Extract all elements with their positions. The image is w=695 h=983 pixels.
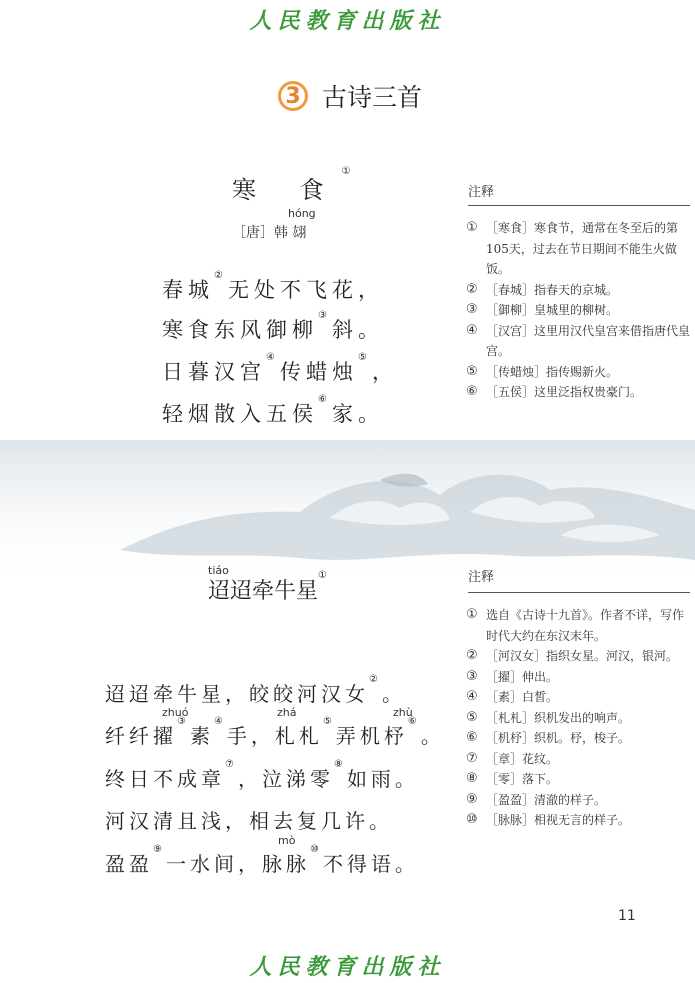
- note-number: ⑧: [466, 771, 478, 786]
- footnote-marker: ②: [369, 674, 382, 685]
- author-pinyin: hóng: [288, 207, 316, 220]
- line-text: 纤纤擢: [105, 724, 177, 748]
- lesson-number-badge: 3: [278, 81, 308, 111]
- notes1-heading: 注释: [468, 185, 495, 200]
- note-text: ［盈盈］清澈的样子。: [486, 792, 607, 807]
- note-item: [466, 646, 694, 667]
- footnote-marker: ⑦: [225, 759, 238, 770]
- title-pinyin: tiáo: [208, 564, 229, 577]
- note-text: ［御柳］皇城里的柳树。: [486, 303, 619, 317]
- note-item: [466, 728, 694, 749]
- line-text: 终日不成章: [105, 767, 225, 791]
- lesson-title: 古诗三首: [322, 83, 423, 112]
- poem1-author: ［唐］韩 翃: [232, 225, 307, 241]
- note-number: ④: [466, 689, 478, 704]
- note-number: ⑦: [466, 750, 478, 766]
- poem2-title-text: 迢迢牵牛星: [208, 579, 319, 604]
- note-number: ①: [466, 220, 478, 235]
- footnote-marker: ⑥: [318, 394, 332, 405]
- line-text: ，泣涕零: [237, 767, 334, 791]
- note-text: ［素］白皙。: [486, 690, 559, 704]
- note-number: ④: [466, 322, 478, 338]
- footnote-marker: ⑩: [309, 844, 323, 855]
- footnote-marker: ④: [213, 716, 227, 727]
- footnote-marker: ①: [341, 166, 369, 177]
- note-text: ［寒食］寒食节，通常在冬至后的第105天，过去在节日期间不能生火做饭。: [486, 221, 679, 276]
- line-text: 轻烟散入五侯: [162, 402, 318, 426]
- line-text: 河汉清且浅，相去复几许。: [105, 809, 393, 833]
- poem1-title-text: 寒 食: [232, 176, 342, 204]
- pinyin-zha: zhá: [277, 706, 297, 719]
- note-item: [466, 321, 694, 362]
- footnote-marker: ⑥: [407, 716, 421, 727]
- note-item: [466, 749, 694, 770]
- line-text: 无处不飞花，: [227, 278, 384, 302]
- notes1-divider: [468, 205, 690, 206]
- poem1-line-3: [162, 352, 398, 386]
- note-number: ②: [466, 648, 478, 663]
- line-text: 斜。: [331, 318, 384, 342]
- line-text: ，: [371, 360, 398, 384]
- footnote-marker: ⑤: [357, 352, 372, 363]
- pinyin-zhu: zhù: [393, 706, 413, 719]
- poem2-line-1: [105, 674, 406, 707]
- notes1-list: [466, 218, 694, 403]
- note-item: [466, 667, 694, 688]
- note-number: ②: [466, 281, 478, 297]
- line-text: 。: [420, 724, 445, 748]
- note-text: 选自《古诗十九首》。作者不详，写作时代大约在东汉末年。: [486, 608, 685, 643]
- line-text: 。: [381, 682, 406, 706]
- line-text: 日暮汉宫: [162, 360, 266, 384]
- note-number: ⑩: [466, 812, 478, 827]
- footnote-marker: ③: [318, 310, 332, 321]
- note-number: ③: [466, 302, 478, 317]
- poem1-line-4: [162, 394, 384, 428]
- note-number: ⑥: [466, 384, 478, 399]
- footnote-marker: ①: [318, 570, 327, 581]
- note-item: [466, 687, 694, 708]
- note-text: ［传蜡烛］指传赐新火。: [486, 364, 619, 379]
- note-item: [466, 810, 694, 831]
- notes2-list: [466, 605, 694, 831]
- line-text: 一水间，脉脉: [165, 852, 310, 876]
- note-text: ［札札］织机发出的响声。: [486, 710, 631, 725]
- footnote-marker: ⑧: [333, 759, 347, 770]
- note-text: ［汉宫］这里用汉代皇宫来借指唐代皇宫。: [486, 323, 691, 358]
- publisher-logo-bottom: 人民教育出版社: [249, 954, 446, 980]
- footnote-marker: ④: [266, 352, 280, 363]
- note-number: ⑤: [466, 709, 478, 725]
- note-item: [466, 280, 694, 301]
- poem1-title: [232, 166, 369, 205]
- line-text: 如雨。: [346, 767, 419, 791]
- line-text: 春城: [162, 278, 214, 302]
- line-text: 传蜡烛: [279, 360, 358, 384]
- note-item: [466, 708, 694, 729]
- page-number: 11: [618, 908, 636, 924]
- lesson-heading: [278, 78, 422, 114]
- poem1-line-1: [162, 270, 384, 304]
- line-text: 寒食东风御柳: [162, 318, 318, 342]
- pinyin-zhuo: zhuó: [162, 706, 189, 719]
- pinyin-mo: mò: [278, 834, 296, 847]
- note-item: [466, 769, 694, 790]
- note-text: ［脉脉］相视无言的样子。: [486, 813, 631, 827]
- line-text: 素: [189, 724, 214, 748]
- note-text: ［擢］伸出。: [486, 669, 559, 684]
- note-text: ［零］落下。: [486, 772, 559, 786]
- line-text: 不得语。: [322, 852, 419, 876]
- note-text: ［河汉女］指织女星。河汉，银河。: [486, 649, 679, 663]
- footnote-marker: ⑨: [153, 844, 166, 855]
- note-item: [466, 218, 694, 280]
- notes2-heading: 注释: [468, 570, 495, 585]
- note-text: ［机杼］织机。杼，梭子。: [486, 731, 631, 745]
- note-text: ［五侯］这里泛指权贵豪门。: [486, 385, 643, 399]
- poem2-line-3: [105, 759, 419, 792]
- line-text: 手，札札: [226, 724, 323, 748]
- poem2-line-5: [105, 844, 419, 877]
- note-number: ①: [466, 607, 478, 622]
- line-text: 家。: [331, 402, 384, 426]
- publisher-logo-top: 人民教育出版社: [249, 8, 446, 34]
- notes2-divider: [468, 592, 690, 593]
- note-text: ［章］花纹。: [486, 751, 559, 766]
- line-text: 盈盈: [105, 852, 153, 876]
- poem2-line-4: [105, 805, 393, 834]
- note-text: ［春城］指春天的京城。: [486, 282, 619, 297]
- note-item: [466, 382, 694, 403]
- note-number: ⑤: [466, 363, 478, 379]
- line-text: 弄机杼: [335, 724, 408, 748]
- note-number: ③: [466, 668, 478, 684]
- footnote-marker: ⑤: [322, 716, 336, 727]
- note-item: [466, 362, 694, 383]
- footnote-marker: ②: [214, 270, 228, 281]
- line-text: 迢迢牵牛星，皎皎河汉女: [105, 682, 369, 706]
- note-item: [466, 300, 694, 321]
- footnote-marker: ③: [177, 716, 190, 727]
- cloud-illustration: [0, 440, 695, 590]
- note-number: ⑨: [466, 791, 478, 807]
- poem2-line-2: [105, 716, 445, 749]
- note-item: [466, 790, 694, 811]
- note-item: [466, 605, 694, 646]
- note-number: ⑥: [466, 730, 478, 745]
- poem1-line-2: [162, 310, 384, 344]
